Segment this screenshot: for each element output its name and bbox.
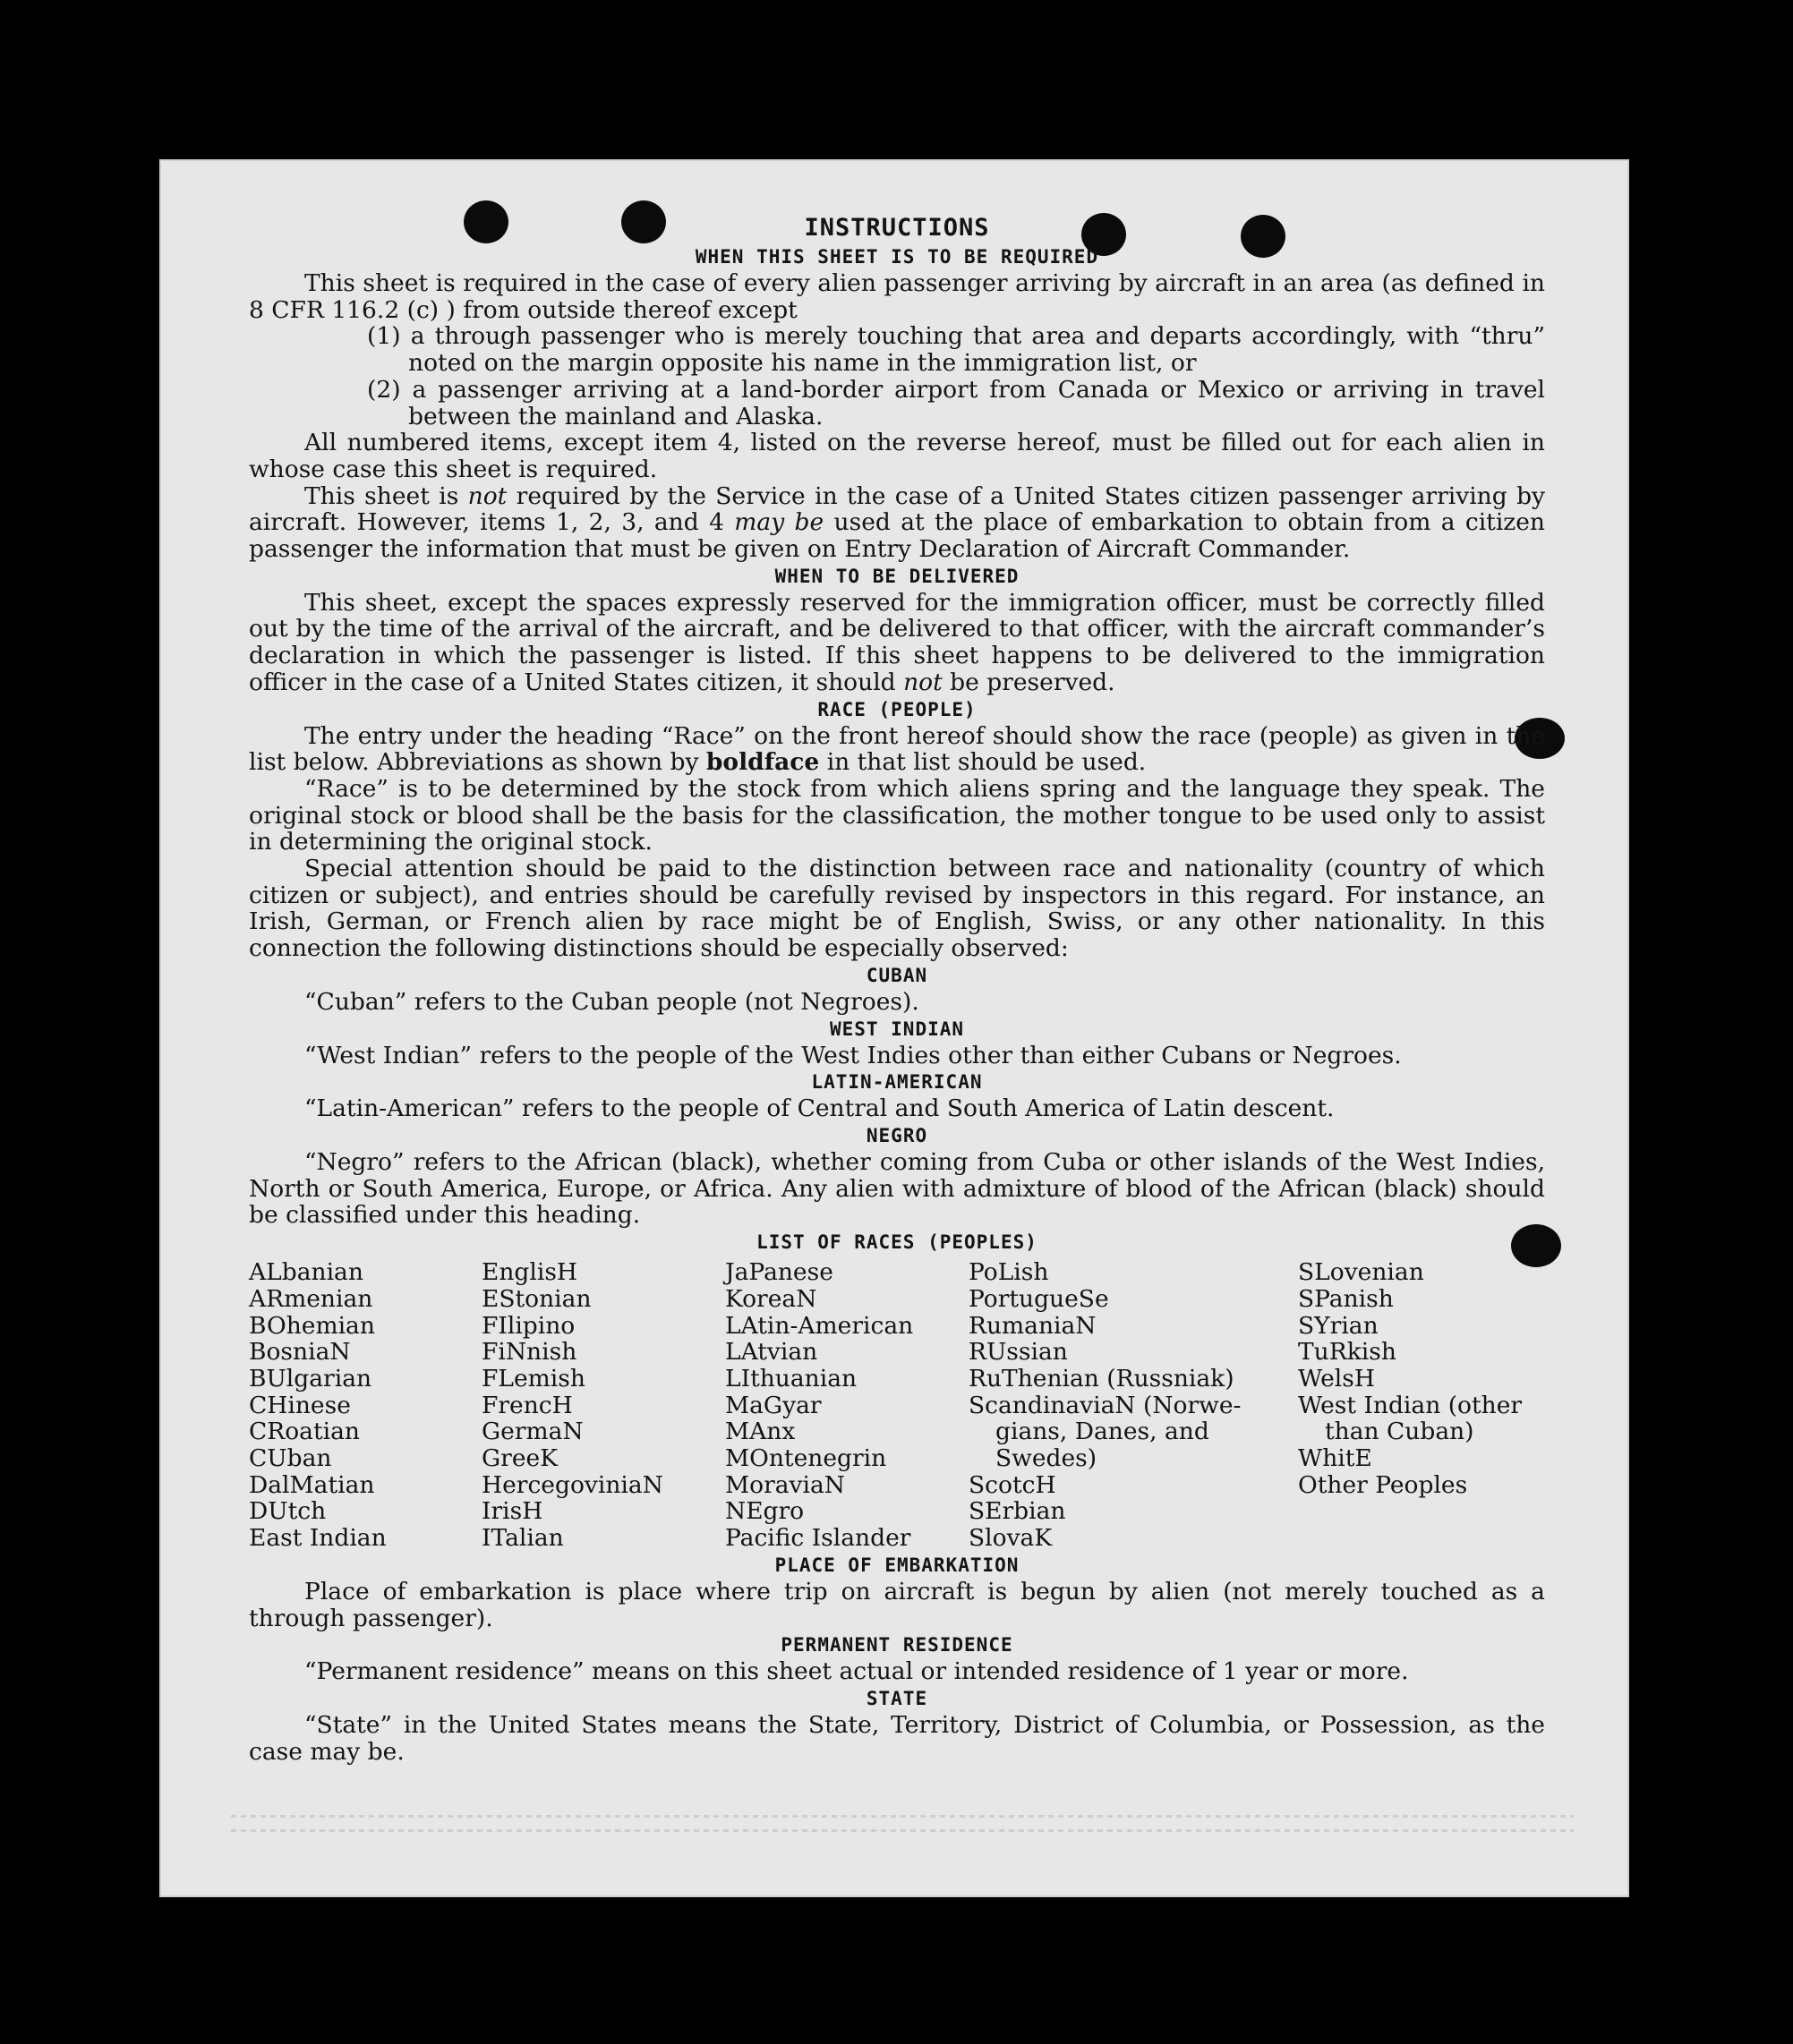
race-entry: PortugueSe (969, 1284, 1109, 1313)
race-entry: ALbanian (249, 1258, 363, 1287)
list-item: (2) a passenger arriving at a land-border airport from Canada or Mexico or arriving in travel between the mainland and Alaska. (367, 375, 1545, 430)
race-entry: SPanish (1298, 1284, 1394, 1313)
list-item: (1) a through passenger who is merely touching that area and departs accordingly, with “thru” noted on the margin opposite his name in the immigration list, or (367, 322, 1545, 378)
paragraph: This sheet is required in the case of every alien passenger arriving by aircraft in an area (as defined in 8 CFR 116.2 (c) ) from outside thereof except (249, 269, 1545, 324)
race-entry: CHinese (249, 1391, 351, 1419)
race-entry: DUtch (249, 1497, 327, 1526)
race-entry: TuRkish (1298, 1338, 1396, 1367)
paragraph: “Cuban” refers to the Cuban people (not Negroes). (304, 987, 919, 1016)
race-entry: CRoatian (249, 1418, 360, 1446)
subsection-heading: WEST INDIAN (829, 1018, 965, 1040)
bleed-through-line (231, 1815, 1574, 1818)
document-sheet (159, 159, 1629, 1897)
subsection-heading: NEGRO (866, 1124, 928, 1146)
race-entry: Other Peoples (1298, 1470, 1468, 1499)
race-entry: ARmenian (249, 1284, 373, 1313)
race-entry: KoreaN (725, 1284, 817, 1313)
race-column (482, 1259, 725, 1552)
race-entry: FiNnish (482, 1338, 577, 1367)
race-entry: gians, Danes, and (995, 1418, 1209, 1446)
instructions-text (249, 213, 1545, 1765)
race-entry: FrencH (482, 1391, 573, 1419)
paragraph: The entry under the heading “Race” on the front hereof should show the race (people) as given in the list below. Abbreviations as shown by boldface in that list should be used. (249, 721, 1545, 777)
race-column (969, 1259, 1298, 1552)
race-entry: SlovaK (969, 1524, 1053, 1553)
race-entry: EStonian (482, 1284, 592, 1313)
paragraph: Special attention should be paid to the distinction between race and nationality (country of which citizen or subject), and entries should be carefully revised by inspectors in this regard. For instance, an Irish, German, or French alien by race might be of English, Swiss, or any other nationality. In this connection the following distinctions should be especially observed: (249, 855, 1545, 963)
race-entry: RumaniaN (969, 1311, 1097, 1340)
paragraph: “Latin-American” refers to the people of Central and South America of Latin descent. (304, 1094, 1335, 1123)
section-heading: PERMANENT RESIDENCE (781, 1634, 1013, 1656)
race-column (249, 1259, 482, 1552)
paragraph: This sheet is not required by the Service in the case of a United States citizen passenger arriving by aircraft. However, items 1, 2, 3, and 4 may be used at the place of embarkation to obtain from a citizen passenger the information that must be given on Entry Declaration of Aircraft Commander. (249, 481, 1546, 564)
section-heading: PLACE OF EMBARKATION (774, 1554, 1020, 1576)
race-entry: WhitE (1298, 1444, 1372, 1473)
race-entry: MOntenegrin (725, 1444, 887, 1473)
race-entry: BosniaN (249, 1338, 351, 1367)
race-column (725, 1259, 969, 1552)
paragraph: “State” in the United States means the State, Territory, District of Columbia, or Possession, as the case may be. (249, 1710, 1545, 1766)
race-entry: LAtvian (725, 1338, 818, 1367)
race-entry: Pacific Islander (725, 1524, 911, 1553)
race-entry: BUlgarian (249, 1364, 372, 1392)
paragraph: “West Indian” refers to the people of the West Indies other than either Cubans or Negroes. (304, 1041, 1402, 1069)
race-entry: EnglisH (482, 1258, 578, 1287)
race-list (249, 1259, 1545, 1552)
race-entry: DalMatian (249, 1470, 375, 1499)
race-entry: NEgro (725, 1497, 805, 1526)
race-entry: ITalian (482, 1524, 564, 1553)
race-entry: ScandinaviaN (Norwe- (969, 1391, 1242, 1419)
section-heading: LIST OF RACES (PEOPLES) (756, 1231, 1037, 1254)
race-entry: BOhemian (249, 1311, 375, 1340)
subsection-heading: CUBAN (866, 964, 928, 986)
bleed-through-line (231, 1829, 1574, 1832)
paragraph: “Negro” refers to the African (black), whether coming from Cuba or other islands of the West Indies, North or South America, Europe, or Africa. Any alien with admixture of blood of the African (black) should be classified under this heading. (249, 1147, 1545, 1230)
section-heading: WHEN TO BE DELIVERED (774, 565, 1020, 587)
race-entry: PoLish (969, 1258, 1049, 1287)
paragraph: Place of embarkation is place where trip on aircraft is begun by alien (not merely touched as a through passenger). (249, 1577, 1545, 1632)
race-entry: FIlipino (482, 1311, 576, 1340)
race-entry: HercegoviniaN (482, 1470, 663, 1499)
race-entry: SYrian (1298, 1311, 1379, 1340)
race-entry: JaPanese (725, 1258, 833, 1287)
section-heading: WHEN THIS SHEET IS TO BE REQUIRED (695, 246, 1099, 268)
race-entry: WelsH (1298, 1364, 1375, 1392)
section-heading: RACE (PEOPLE) (817, 698, 977, 720)
race-column (1298, 1259, 1545, 1552)
section-heading: STATE (866, 1687, 928, 1709)
paragraph: All numbered items, except item 4, listed on the reverse hereof, must be filled out for each alien in whose case this sheet is required. (249, 429, 1545, 483)
race-entry: CUban (249, 1444, 332, 1473)
paragraph: “Permanent residence” means on this sheet actual or intended residence of 1 year or more. (304, 1657, 1409, 1686)
race-entry: RuThenian (Russniak) (969, 1364, 1234, 1392)
subsection-heading: LATIN-AMERICAN (811, 1071, 983, 1094)
race-entry: SLovenian (1298, 1258, 1424, 1287)
race-entry: ScotcH (969, 1470, 1056, 1499)
race-entry: MoraviaN (725, 1470, 845, 1499)
race-entry: than Cuban) (1325, 1418, 1474, 1446)
race-entry: FLemish (482, 1364, 585, 1392)
race-entry: GermaN (482, 1418, 584, 1446)
race-entry: East Indian (249, 1524, 387, 1553)
race-entry: SErbian (969, 1497, 1066, 1526)
race-entry: Swedes) (995, 1444, 1097, 1473)
race-entry: West Indian (other (1298, 1391, 1523, 1419)
race-entry: MAnx (725, 1418, 796, 1446)
race-entry: IrisH (482, 1497, 543, 1526)
paragraph: “Race” is to be determined by the stock from which aliens spring and the language they speak. The original stock or blood shall be the basis for the classification, the mother tongue to be used only to assist in determining the original stock. (249, 774, 1545, 856)
race-entry: LIthuanian (725, 1364, 858, 1392)
race-entry: LAtin-American (725, 1311, 914, 1340)
race-entry: MaGyar (725, 1391, 822, 1419)
race-entry: RUssian (969, 1338, 1068, 1367)
race-entry: GreeK (482, 1444, 558, 1473)
instructions-title: INSTRUCTIONS (804, 214, 990, 242)
paragraph: This sheet, except the spaces expressly reserved for the immigration officer, must be correctly filled out by the time of the arrival of the aircraft, and be delivered to that officer, with the aircraft commander’s declaration in which the passenger is listed. If this sheet happens to be delivered to the immigration officer in the case of a United States citizen, it should not be preserved. (249, 588, 1545, 696)
